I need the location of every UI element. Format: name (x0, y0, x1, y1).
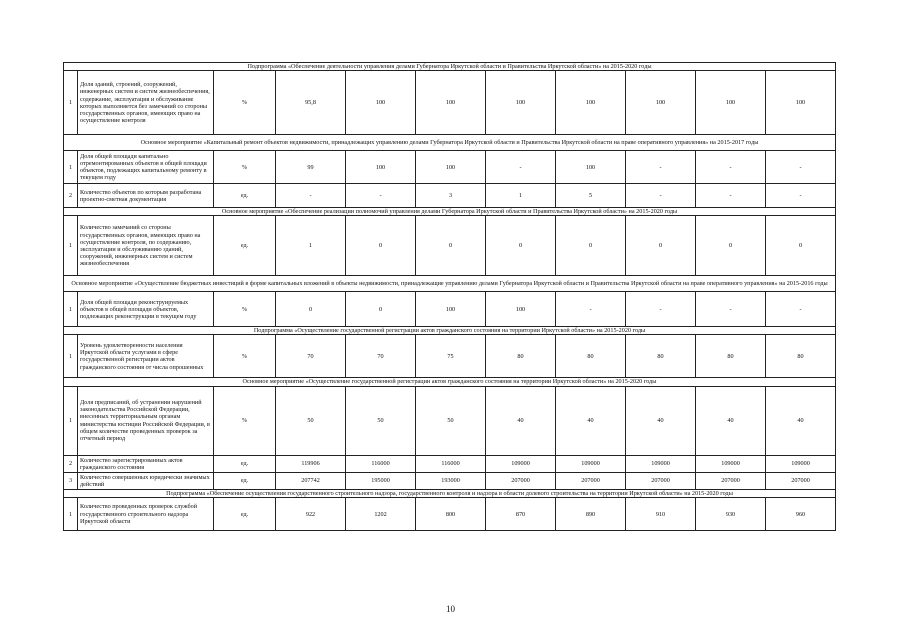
section-title: Подпрограмма «Обеспечение деятельности управления делами Губернатора Иркутской области и Правительства Иркутской области» на 2015-2020 годы (64, 63, 836, 71)
value-cell: 80 (626, 335, 696, 378)
section-title: Основное мероприятие «Осуществление бюджетных инвестиций в форме капитальных вложений в объекты недвижимости, принадлежащие управлению делами Губернатора Иркутской области и Правительства Иркутской области на праве оперативного управления» на 2015-2016 годы (64, 276, 836, 292)
value-cell: 70 (276, 335, 346, 378)
value-cell: - (766, 151, 836, 184)
value-cell: 116000 (346, 455, 416, 472)
value-cell: 109000 (696, 455, 766, 472)
value-cell: 0 (276, 292, 346, 327)
section-header-row (64, 63, 836, 71)
indicator-name-cell: Доля общей площади капитально отремонтированных объектов в общей площади объектов, подлежащих капитальному ремонту в текущем году (78, 151, 214, 184)
table-row (64, 498, 836, 531)
value-cell: 207000 (766, 472, 836, 489)
value-cell: - (486, 151, 556, 184)
value-cell: 100 (416, 151, 486, 184)
value-cell: 40 (696, 386, 766, 455)
value-cell: 109000 (626, 455, 696, 472)
value-cell: - (626, 151, 696, 184)
value-cell: - (276, 184, 346, 208)
value-cell: 40 (486, 386, 556, 455)
value-cell: 193000 (416, 472, 486, 489)
value-cell: 195000 (346, 472, 416, 489)
unit-cell: ед. (214, 216, 276, 276)
value-cell: 0 (556, 216, 626, 276)
indicator-name-cell: Уровень удовлетворенности населения Иркутской области услугами в сфере государственной регистрации актов гражданского состояния от числа опрошенных (78, 335, 214, 378)
row-number-cell: 1 (64, 386, 78, 455)
row-number-cell: 1 (64, 498, 78, 531)
row-number-cell: 1 (64, 292, 78, 327)
value-cell: 116000 (416, 455, 486, 472)
section-header-row (64, 378, 836, 386)
value-cell: 40 (556, 386, 626, 455)
indicator-name-cell: Количество замечаний со стороны государственных органов, имеющих право на осуществление контроля, по содержанию, эксплуатации и обслуживанию зданий, сооружений, инженерных систем и систем жизнеобеспечения (78, 216, 214, 276)
unit-cell: % (214, 151, 276, 184)
page-number: 10 (446, 604, 455, 614)
indicator-name-cell: Количество объектов по которым разработана проектно-сметная документация (78, 184, 214, 208)
value-cell: 50 (416, 386, 486, 455)
value-cell: 70 (346, 335, 416, 378)
table-row (64, 292, 836, 327)
value-cell: 870 (486, 498, 556, 531)
section-title: Основное мероприятие «Капитальный ремонт объектов недвижимости, принадлежащих управлению делами Губернатора Иркутской области и Правительства Иркутской области на праве оперативного управления» на 2015-2017 годы (64, 135, 836, 151)
value-cell: 100 (556, 71, 626, 135)
value-cell: 922 (276, 498, 346, 531)
row-number-cell: 1 (64, 216, 78, 276)
table-row (64, 472, 836, 489)
value-cell: 207742 (276, 472, 346, 489)
value-cell: 1202 (346, 498, 416, 531)
value-cell: 40 (626, 386, 696, 455)
unit-cell: ед. (214, 472, 276, 489)
value-cell: 100 (556, 151, 626, 184)
value-cell: 1 (276, 216, 346, 276)
section-title: Подпрограмма «Осуществление государственной регистрации актов гражданского состояния на территории Иркутской области» на 2015-2020 годы (64, 327, 836, 335)
indicator-name-cell: Доля предписаний, об устранении нарушений законодательства Российской Федерации, внесенных территориальным органам министерства юстиции Российской Федерации, в общем количестве проведенных проверок за отчетный период (78, 386, 214, 455)
row-number-cell: 3 (64, 472, 78, 489)
value-cell: 109000 (766, 455, 836, 472)
table-row (64, 216, 836, 276)
value-cell: 100 (766, 71, 836, 135)
value-cell: - (556, 292, 626, 327)
unit-cell: % (214, 292, 276, 327)
value-cell: - (346, 184, 416, 208)
value-cell: 207000 (486, 472, 556, 489)
value-cell: 930 (696, 498, 766, 531)
value-cell: 100 (486, 292, 556, 327)
row-number-cell: 1 (64, 335, 78, 378)
table-row (64, 386, 836, 455)
unit-cell: % (214, 386, 276, 455)
table-row (64, 184, 836, 208)
value-cell: - (626, 184, 696, 208)
value-cell: 95,8 (276, 71, 346, 135)
value-cell: 100 (416, 292, 486, 327)
unit-cell: % (214, 335, 276, 378)
table-row (64, 151, 836, 184)
value-cell: 0 (696, 216, 766, 276)
section-header-row (64, 276, 836, 292)
indicator-name-cell: Доля зданий, строений, сооружений, инженерных систем и систем жизнеобеспечения, содержание, эксплуатация и обслуживание которых выполняется без замечаний со стороны государственных органов, имеющих право на осуществление контроля (78, 71, 214, 135)
row-number-cell: 1 (64, 151, 78, 184)
value-cell: 80 (556, 335, 626, 378)
section-header-row (64, 208, 836, 216)
value-cell: 50 (276, 386, 346, 455)
value-cell: 100 (346, 151, 416, 184)
value-cell: 100 (416, 71, 486, 135)
section-header-row (64, 135, 836, 151)
value-cell: 40 (766, 386, 836, 455)
indicator-name-cell: Количество проведенных проверок службой государственного строительного надзора Иркутской области (78, 498, 214, 531)
value-cell: 5 (556, 184, 626, 208)
value-cell: 100 (696, 71, 766, 135)
value-cell: - (696, 184, 766, 208)
value-cell: 80 (486, 335, 556, 378)
value-cell: - (626, 292, 696, 327)
value-cell: 80 (696, 335, 766, 378)
table-row (64, 71, 836, 135)
unit-cell: ед. (214, 498, 276, 531)
row-number-cell: 2 (64, 184, 78, 208)
value-cell: 960 (766, 498, 836, 531)
table-row (64, 455, 836, 472)
value-cell: 207000 (696, 472, 766, 489)
value-cell: 119906 (276, 455, 346, 472)
value-cell: 1 (486, 184, 556, 208)
value-cell: 100 (626, 71, 696, 135)
indicators-table (63, 62, 836, 531)
value-cell: - (766, 184, 836, 208)
value-cell: 80 (766, 335, 836, 378)
value-cell: - (766, 292, 836, 327)
value-cell: 0 (486, 216, 556, 276)
value-cell: 207000 (626, 472, 696, 489)
table-body (64, 63, 836, 531)
value-cell: 100 (346, 71, 416, 135)
value-cell: 75 (416, 335, 486, 378)
value-cell: 100 (486, 71, 556, 135)
value-cell: 0 (766, 216, 836, 276)
unit-cell: ед. (214, 184, 276, 208)
value-cell: 890 (556, 498, 626, 531)
table-row (64, 335, 836, 378)
value-cell: 99 (276, 151, 346, 184)
value-cell: - (696, 292, 766, 327)
section-title: Основное мероприятие «Обеспечение реализации полномочий управления делами Губернатора Иркутской области и Правительства Иркутской области» на 2015-2020 годы (64, 208, 836, 216)
section-title: Подпрограмма «Обеспечение осуществления государственного строительного надзора, государственного контроля и надзора в области долевого строительства на территории Иркутской области» на 2015-2020 годы (64, 490, 836, 498)
value-cell: 910 (626, 498, 696, 531)
value-cell: 800 (416, 498, 486, 531)
value-cell: 0 (346, 292, 416, 327)
value-cell: 0 (346, 216, 416, 276)
value-cell: 3 (416, 184, 486, 208)
section-header-row (64, 490, 836, 498)
unit-cell: ед. (214, 455, 276, 472)
indicator-name-cell: Доля общей площади реконструируемых объектов в общей площади объектов, подлежащих реконструкции в текущем году (78, 292, 214, 327)
value-cell: 109000 (556, 455, 626, 472)
indicator-name-cell: Количество совершенных юридически значимых действий (78, 472, 214, 489)
row-number-cell: 2 (64, 455, 78, 472)
section-title: Основное мероприятие «Осуществление государственной регистрации актов гражданского состояния на территории Иркутской области» на 2015-2020 годы (64, 378, 836, 386)
value-cell: 0 (416, 216, 486, 276)
value-cell: 0 (626, 216, 696, 276)
section-header-row (64, 327, 836, 335)
indicator-name-cell: Количество зарегистрированных актов гражданского состояния (78, 455, 214, 472)
unit-cell: % (214, 71, 276, 135)
value-cell: 109000 (486, 455, 556, 472)
row-number-cell: 1 (64, 71, 78, 135)
value-cell: 50 (346, 386, 416, 455)
value-cell: - (696, 151, 766, 184)
value-cell: 207000 (556, 472, 626, 489)
